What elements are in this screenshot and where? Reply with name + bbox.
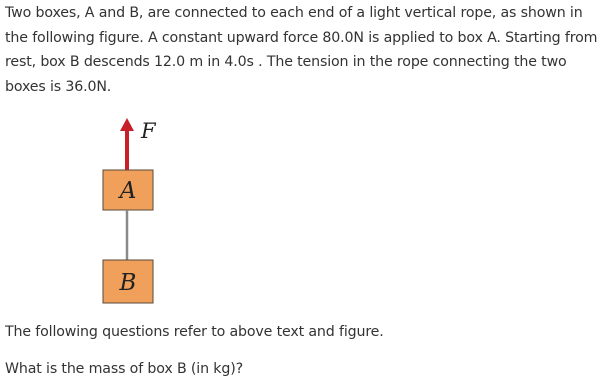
force-label: F xyxy=(141,119,156,143)
two-box-rope-figure xyxy=(95,112,165,308)
box-a-label: A xyxy=(119,178,137,204)
force-arrow-icon xyxy=(120,118,134,170)
problem-statement: Two boxes, A and B, are connected to each end of a light vertical rope, as shown in the following figure. A constant upward force 80.0N is applied to box A. Starting from rest, box B descends 12.0 m in 4.0s . The tension in the rope connecting the two boxes is 36.0N. xyxy=(5,5,598,95)
question-text: What is the mass of box B (in kg)? xyxy=(5,361,243,377)
followup-note: The following questions refer to above text and figure. xyxy=(5,324,384,340)
box-b-label: B xyxy=(119,270,137,296)
